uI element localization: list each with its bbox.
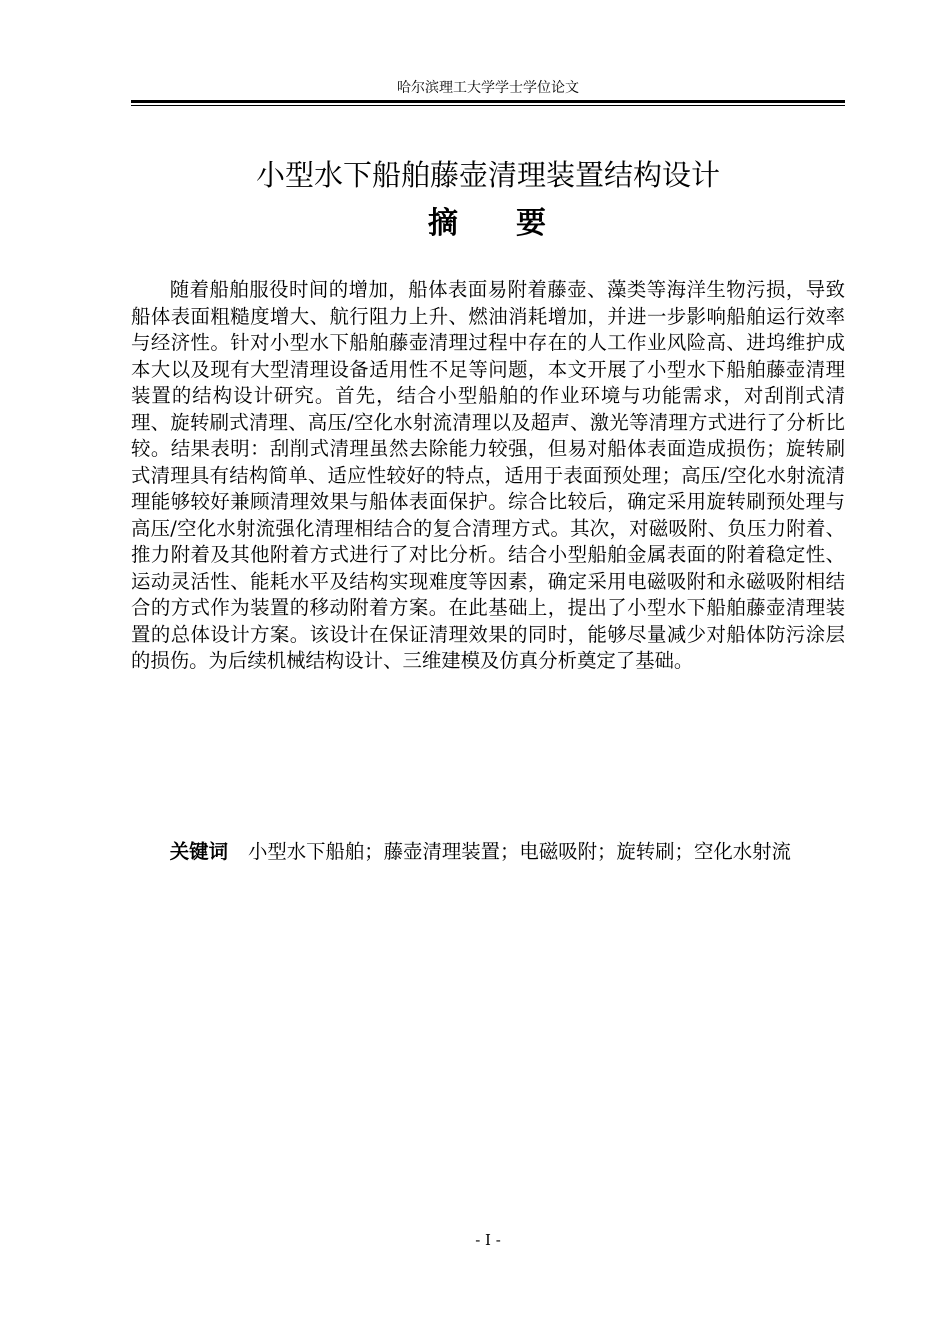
abstract-heading-char-1: 摘: [428, 206, 460, 241]
keywords-paragraph: [131, 838, 845, 865]
abstract-body: 随着船舶服役时间的增加，船体表面易附着藤壶、藻类等海洋生物污损，导致船体表面粗糙度增大、航行阻力上升、燃油消耗增加，并进一步影响船舶运行效率与经济性。针对小型水下船舶藤壶清理过程中存在的人工作业风险高、进坞维护成本大以及现有大型清理设备适用性不足等问题，本文开展了小型水下船舶藤壶清理装置的结构设计研究。首先，结合小型船舶的作业环境与功能需求，对刮削式清理、旋转刷式清理、高压/空化水射流清理以及超声、激光等清理方式进行了分析比较。结果表明：刮削式清理虽然去除能力较强，但易对船体表面造成损伤；旋转刷式清理具有结构简单、适应性较好的特点，适用于表面预处理；高压/空化水射流清理能够较好兼顾清理效果与船体表面保护。综合比较后，确定采用旋转刷预处理与高压/空化水射流强化清理相结合的复合清理方式。其次，对磁吸附、负压力附着、推力附着及其他附着方式进行了对比分析。结合小型船舶金属表面的附着稳定性、运动灵活性、能耗水平及结构实现难度等因素，确定采用电磁吸附和永磁吸附相结合的方式作为装置的移动附着方案。在此基础上，提出了小型水下船舶藤壶清理装置的总体设计方案。该设计在保证清理效果的同时，能够尽量减少对船体防污涂层的损伤。为后续机械结构设计、三维建模及仿真分析奠定了基础。: [131, 278, 845, 672]
page-number: - I -: [475, 1231, 501, 1249]
abstract-heading: [131, 204, 845, 244]
keywords-text: 小型水下船舶；藤壶清理装置；电磁吸附；旋转刷；空化水射流: [247, 840, 791, 863]
header-rule-thin: [131, 105, 845, 106]
paper-title: 小型水下船舶藤壶清理装置结构设计: [255, 158, 720, 192]
header-rule-thick: [131, 100, 845, 103]
keywords-label: 关键词: [169, 840, 228, 863]
running-header: 哈尔滨理工大学学士学位论文: [397, 80, 579, 96]
abstract-heading-char-2: 要: [516, 206, 548, 241]
